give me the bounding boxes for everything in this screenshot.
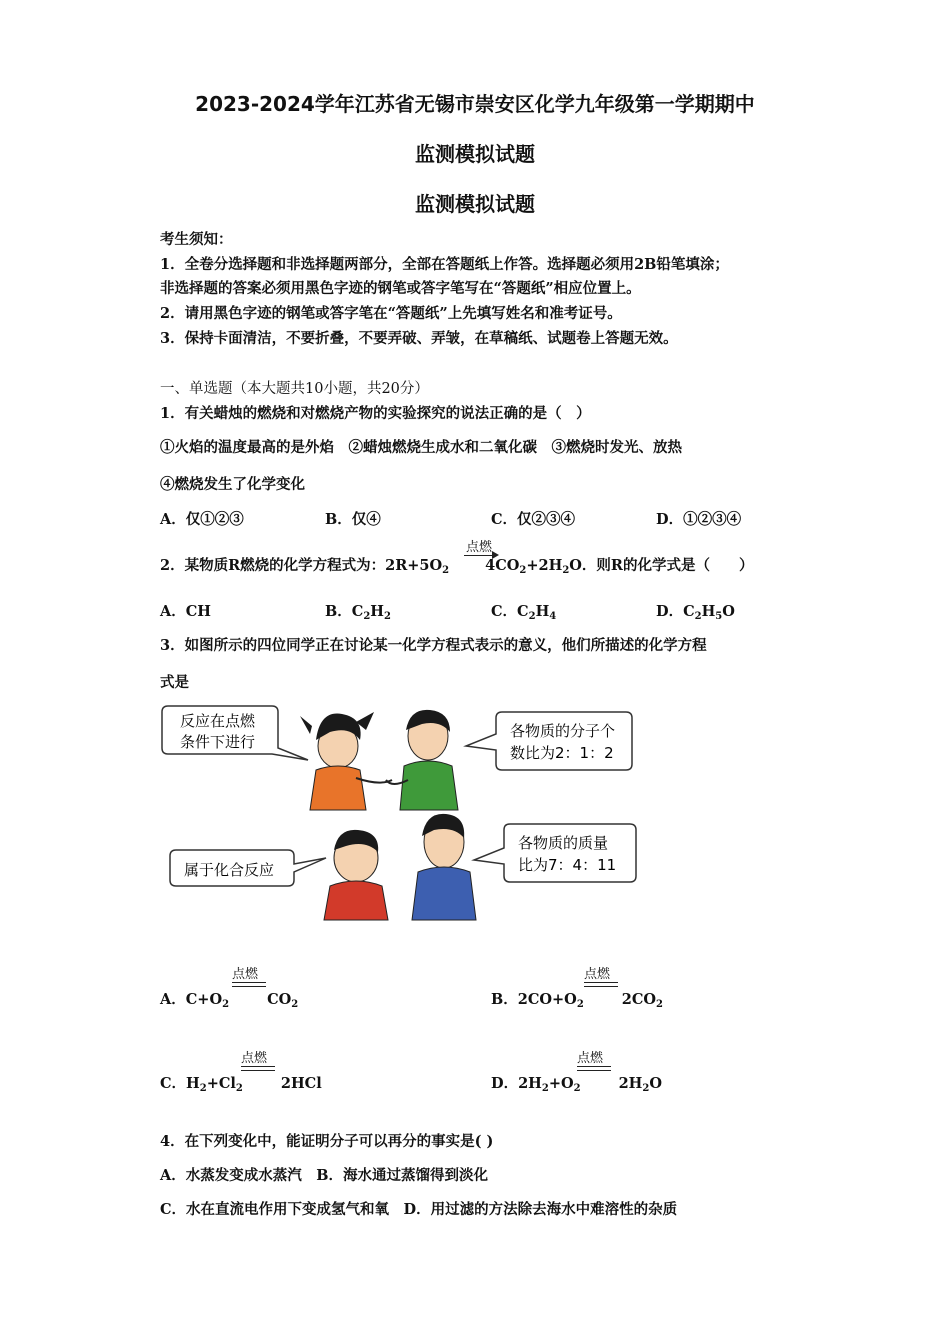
- equation-equals-sign: [241, 1066, 275, 1071]
- equation-equals-sign: [584, 982, 618, 987]
- question-1-statements: ④燃烧发生了化学变化: [160, 476, 305, 493]
- student-girl-figure: [300, 712, 392, 810]
- option-a[interactable]: A．$C+O_2$ $CO_2$: [160, 991, 299, 1010]
- notice-item: 非选择题的答案必须用黑色字迹的钢笔或答字笔写在“答题纸”相应位置上。: [160, 280, 641, 297]
- question-2-stem: 2．某物质R燃烧的化学方程式为：$2R+5O_2$ $4CO_2+2H_2O$．则R的化学式是（ ）: [160, 557, 754, 576]
- speech-bubble-bottom-left: [170, 850, 326, 886]
- bubble-text: 反应在点燃: [180, 712, 256, 730]
- question-3-stem: 3．如图所示的四位同学正在讨论某一化学方程式表示的意义，他们所描述的化学方程: [160, 637, 707, 654]
- reaction-condition: 点燃: [241, 1051, 268, 1066]
- question-1-stem: 1．有关蜡烛的燃烧和对燃烧产物的实验探究的说法正确的是（ ）: [160, 405, 591, 422]
- exam-title-line1: 2023-2024学年江苏省无锡市崇安区化学九年级第一学期期中: [195, 92, 755, 116]
- bubble-text: 条件下进行: [180, 733, 256, 751]
- students-discussion-illustration: [160, 700, 640, 930]
- exam-title-line3: 监测模拟试题: [415, 192, 535, 216]
- option-b[interactable]: B．仅④: [325, 511, 381, 528]
- bubble-text: 各物质的分子个: [510, 722, 616, 740]
- student-boy-figure: [412, 814, 476, 920]
- option-a[interactable]: A．仅①②③: [160, 511, 244, 528]
- reaction-condition: 点燃: [232, 967, 259, 982]
- question-4-options[interactable]: C．水在直流电作用下变成氢气和氧 D．用过滤的方法除去海水中难溶性的杂质: [160, 1201, 678, 1218]
- option-a[interactable]: A．CH: [160, 603, 212, 620]
- speech-bubble-bottom-right: [474, 824, 636, 882]
- notice-item: 2．请用黑色字迹的钢笔或答字笔在“答题纸”上先填写姓名和准考证号。: [160, 305, 622, 322]
- question-1-statements: ①火焰的温度最高的是外焰 ②蜡烛燃烧生成水和二氧化碳 ③燃烧时发光、放热: [160, 439, 682, 456]
- speech-bubble-top-left: [162, 706, 308, 760]
- option-d[interactable]: D．$2H_2+O_2$ $2H_2O$: [491, 1075, 662, 1094]
- reaction-condition: 点燃: [466, 540, 493, 555]
- option-d[interactable]: D．①②③④: [656, 511, 742, 528]
- student-boy-figure: [324, 830, 388, 920]
- reaction-condition: 点燃: [584, 967, 611, 982]
- bubble-text: 属于化合反应: [184, 861, 275, 879]
- option-c[interactable]: C．$H_2+Cl_2$ 2HCl: [160, 1075, 322, 1094]
- equation-equals-sign: [577, 1066, 611, 1071]
- question-3-stem: 式是: [160, 674, 189, 691]
- equation-equals-sign: [232, 982, 266, 987]
- notice-item: 1．全卷分选择题和非选择题两部分，全部在答题纸上作答。选择题必须用2B铅笔填涂；: [160, 256, 729, 273]
- notice-item: 3．保持卡面清洁，不要折叠，不要弄破、弄皱，在草稿纸、试题卷上答题无效。: [160, 330, 678, 347]
- option-d[interactable]: D．$C_2H_5O$: [656, 603, 735, 622]
- question-4-stem: 4．在下列变化中，能证明分子可以再分的事实是( ): [160, 1133, 494, 1150]
- option-b[interactable]: B．$C_2H_2$: [325, 603, 391, 622]
- option-c[interactable]: C．$C_2H_4$: [491, 603, 557, 622]
- question-4-options[interactable]: A．水蒸发变成水蒸汽 B．海水通过蒸馏得到淡化: [160, 1167, 489, 1184]
- section-heading: 一、单选题（本大题共10小题，共20分）: [160, 381, 429, 397]
- bubble-text: 比为7：4：11: [518, 856, 617, 874]
- speech-bubble-top-right: [466, 712, 632, 770]
- notice-heading: 考生须知：: [160, 231, 233, 248]
- bubble-text: 各物质的质量: [518, 834, 609, 852]
- student-boy-figure: [386, 710, 458, 810]
- bubble-text: 数比为2：1：2: [510, 744, 614, 762]
- reaction-condition: 点燃: [577, 1051, 604, 1066]
- option-b[interactable]: B．$2CO+O_2$ $2CO_2$: [491, 991, 664, 1010]
- exam-title-line2: 监测模拟试题: [415, 142, 535, 166]
- option-c[interactable]: C．仅②③④: [491, 511, 576, 528]
